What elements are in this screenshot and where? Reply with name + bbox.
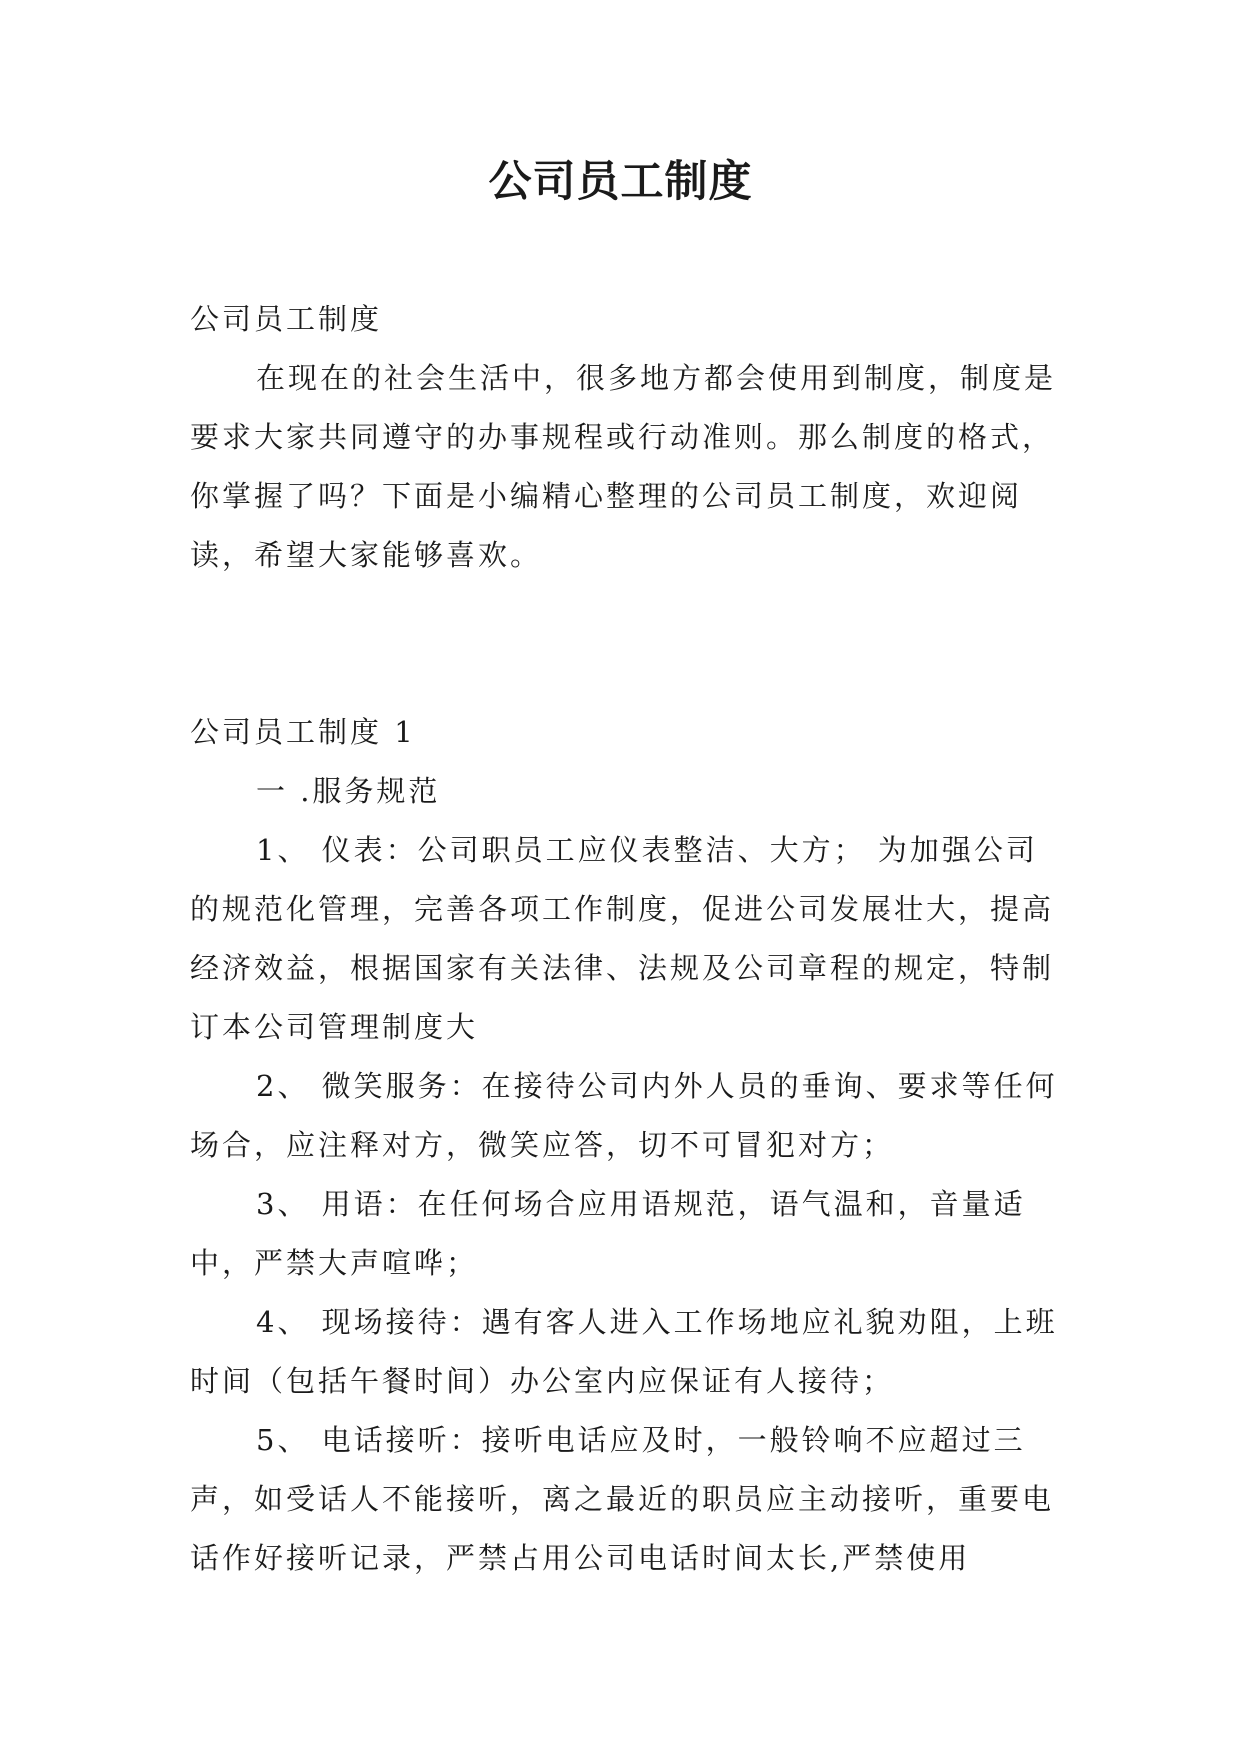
intro-paragraph: 在现在的社会生活中，很多地方都会使用到制度，制度是要求大家共同遵守的办事规程或行动准则。那么制度的格式，你掌握了吗？下面是小编精心整理的公司员工制度，欢迎阅读，希望大家能够喜欢。: [190, 361, 1057, 572]
list-item: 5、 电话接听：接听电话应及时，一般铃响不应超过三声，如受话人不能接听，离之最近的职员应主动接听，重要电话作好接听记录，严禁占用公司电话时间太长,严禁使用: [190, 1423, 1055, 1575]
list-item: 3、 用语：在任何场合应用语规范，语气温和，音量适中，严禁大声喧哗；: [190, 1187, 1026, 1280]
document-body: [190, 290, 1060, 1588]
list-item: 1、 仪表：公司职员工应仪表整洁、大方； 为加强公司的规范化管理，完善各项工作制度，促进公司发展壮大，提高经济效益，根据国家有关法律、法规及公司章程的规定，特制订本公司管理制度大: [190, 833, 1055, 1044]
section-spacer: [190, 585, 1060, 703]
subtitle: 公司员工制度: [190, 302, 383, 336]
subsection-heading: 一 .服务规范: [256, 774, 441, 808]
document-title: 公司员工制度: [488, 157, 753, 207]
list-item: 2、 微笑服务：在接待公司内外人员的垂询、要求等任何场合，应注释对方，微笑应答，切不可冒犯对方；: [190, 1069, 1058, 1162]
section-heading: 公司员工制度 1: [190, 715, 416, 749]
list-item: 4、 现场接待：遇有客人进入工作场地应礼貌劝阻，上班时间（包括午餐时间）办公室内应保证有人接待；: [190, 1305, 1058, 1398]
